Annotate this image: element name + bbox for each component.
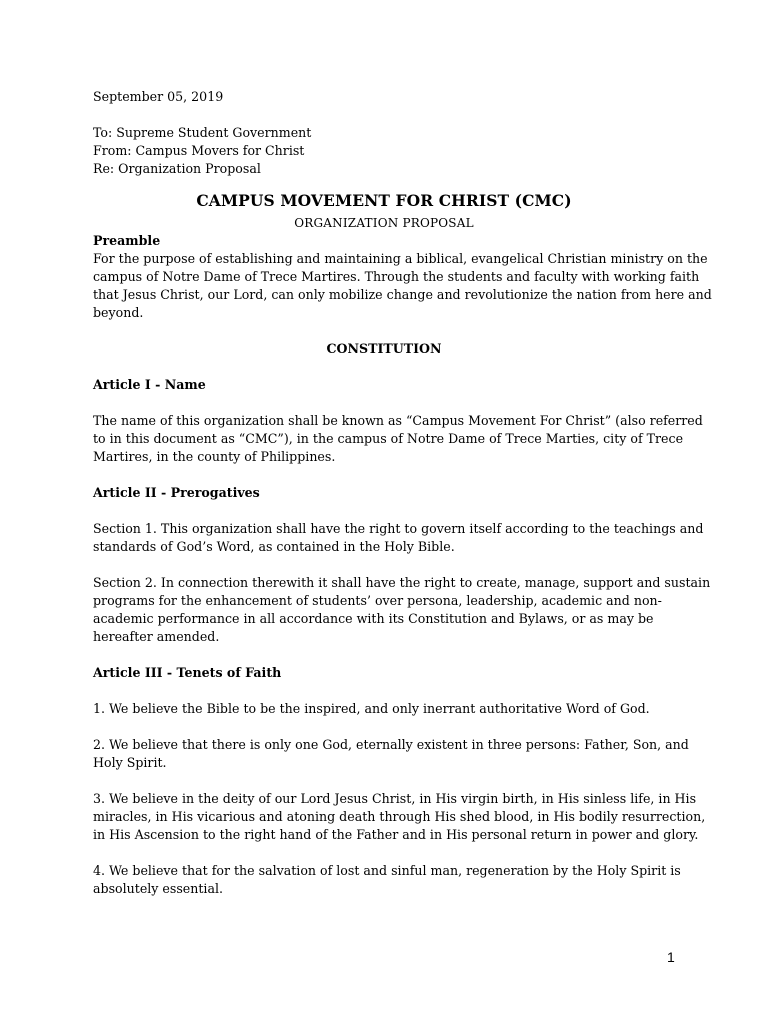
letter-header [93, 124, 675, 178]
tenet-2 [93, 736, 689, 772]
article-2-section-2 [93, 574, 711, 646]
article-3-heading: Article III - Tenets of Faith [93, 665, 282, 680]
letter-re: Re: Organization Proposal [93, 161, 261, 176]
preamble-line: For the purpose of establishing and maintaining a biblical, evangelical Christian ministry on the [93, 251, 708, 266]
section-1-line: Section 1. This organization shall have the right to govern itself according to the teachings and [93, 521, 704, 536]
letter-to: To: Supreme Student Government [93, 125, 312, 140]
article-1-line: The name of this organization shall be known as “Campus Movement For Christ” (also referred [93, 413, 703, 428]
tenet-3-line: in His Ascension to the right hand of the Father and in His personal return in power and glory. [93, 827, 699, 842]
tenet-1-line: 1. We believe the Bible to be the inspired, and only inerrant authoritative Word of God. [93, 701, 650, 716]
tenet-2-line: 2. We believe that there is only one God, eternally existent in three persons: Father, Son, and [93, 737, 689, 752]
article-2-heading: Article II - Prerogatives [93, 485, 260, 500]
tenet-4-line: absolutely essential. [93, 881, 223, 896]
preamble-line: beyond. [93, 305, 144, 320]
section-2-line: hereafter amended. [93, 629, 220, 644]
preamble-line: that Jesus Christ, our Lord, can only mobilize change and revolutionize the nation from here and [93, 287, 712, 302]
letter-from: From: Campus Movers for Christ [93, 143, 305, 158]
document-body [93, 88, 712, 898]
tenet-3 [93, 790, 706, 844]
section-2-line: Section 2. In connection therewith it shall have the right to create, manage, support and sustain [93, 575, 711, 590]
tenet-4 [93, 862, 681, 898]
section-2-line: academic performance in all accordance with its Constitution and Bylaws, or as may be [93, 611, 654, 626]
preamble-section [93, 232, 712, 322]
article-1-line: to in this document as “CMC”), in the campus of Notre Dame of Trece Marties, city of Trece [93, 431, 684, 446]
tenet-4-line: 4. We believe that for the salvation of lost and sinful man, regeneration by the Holy Spirit is [93, 863, 681, 878]
page-number: 1 [667, 949, 675, 965]
tenet-2-line: Holy Spirit. [93, 755, 167, 770]
section-1-line: standards of God’s Word, as contained in the Holy Bible. [93, 539, 455, 554]
tenet-1 [93, 700, 675, 718]
document-subtitle: ORGANIZATION PROPOSAL [294, 216, 474, 230]
letter-date: September 05, 2019 [93, 89, 224, 104]
constitution-heading: CONSTITUTION [326, 341, 442, 356]
tenet-3-line: miracles, in His vicarious and atoning death through His shed blood, in His bodily resurrection, [93, 809, 706, 824]
article-1-heading: Article I - Name [93, 377, 206, 392]
article-1-text [93, 412, 703, 466]
preamble-text [93, 250, 712, 322]
article-1-line: Martires, in the county of Philippines. [93, 449, 336, 464]
preamble-line: campus of Notre Dame of Trece Martires. Through the students and faculty with working faith [93, 269, 700, 284]
section-2-line: programs for the enhancement of students’ over persona, leadership, academic and non- [93, 593, 662, 608]
tenet-3-line: 3. We believe in the deity of our Lord Jesus Christ, in His virgin birth, in His sinless life, in His [93, 791, 697, 806]
document-title: CAMPUS MOVEMENT FOR CHRIST (CMC) [196, 191, 572, 210]
preamble-heading: Preamble [93, 233, 161, 248]
article-2-section-1 [93, 520, 704, 556]
